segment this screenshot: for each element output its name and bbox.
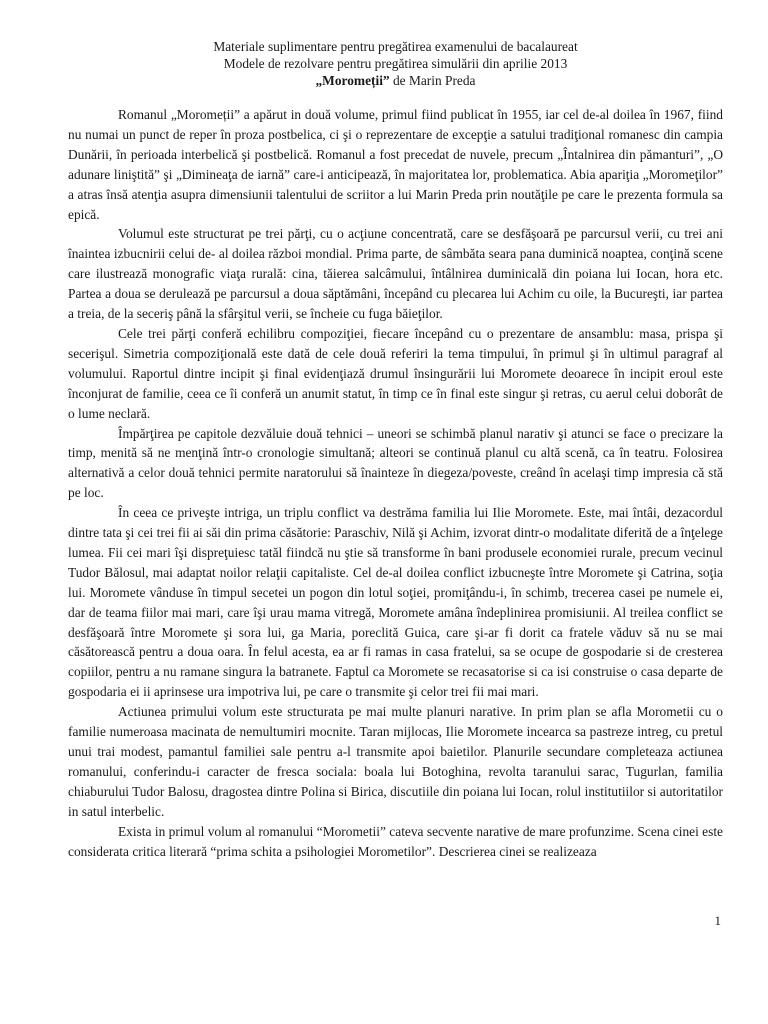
author-name: de Marin Preda xyxy=(389,73,476,88)
paragraph-6: Actiunea primului volum este structurata pe mai multe planuri narative. In prim plan se afla Morometii cu o familie numeroasa macinata de nemultumiri mocnite. Taran mijlocas, Ilie Moromete incearca sa pastreze intreg, cu pretul unui trai modest, pamantul familiei sale pentru a-l transmite apoi baietilor. Planurile secundare completeaza actiunea romanului, conferindu-i caracter de fresca sociala: boala lui Botoghina, revolta taranului sarac, Tugurlan, familia chiaburului Tudor Balosu, dragostea dintre Polina si Birica, discutiile din poiana lui Iocan, rolul institutiilor si autoritatilor in satul interbelic. xyxy=(68,704,723,819)
paragraph-2: Volumul este structurat pe trei părţi, cu o acţiune concentrată, care se desfăşoară pe parcursul verii, cu trei ani înaintea izbucnirii celui de- al doilea război mondial. Prima parte, de sâmbăta seara pana duminică noaptea, conţină scene care ilustrează monografic viaţa rurală: cina, tăierea salcâmului, întâlnirea duminicală din poiana lui Iocan, hora etc. Partea a doua se derulează pe parcursul a doua săptămâni, începând cu plecarea lui Achim cu oile, la Bucureşti, iar partea a treia, de la seceriş până la sfârşitul verii, se încheie cu fuga băieţilor. xyxy=(68,226,723,322)
header-work-title-line xyxy=(68,72,723,89)
header-subtitle-line-2: Modele de rezolvare pentru pregătirea simulării din aprilie 2013 xyxy=(223,56,568,71)
paragraph-4: Împărţirea pe capitole dezvăluie două tehnici – uneori se schimbă planul narativ şi atunci se face o precizare la timp, menită să ne menţină într-o cronologie simultană; alteori se continuă planul cu altă scenă, ca în teatru. Folosirea alternativă a celor două tehnici permite naratorului să înainteze în diegeza/poveste, creând în acelaşi timp impresia că stă pe loc. xyxy=(68,425,723,501)
header-subtitle-line-1: Materiale suplimentare pentru pregătirea examenului de bacalaureat xyxy=(213,39,578,54)
work-title: „Moromeții” xyxy=(315,73,390,88)
paragraph-3: Cele trei părţi conferă echilibru compoziţiei, fiecare începând cu o prezentare de ansamblu: masa, prispa şi secerişul. Simetria compoziţională este dată de cele două referiri la tema timpului, în primul şi în ultimul paragraf al volumului. Raportul dintre incipit şi final evidenţiază drumul însingurării lui Moromete deoarece în incipit eroul este înconjurat de familie, ceea ce îi conferă un anumit statut, în timp ce în final este singur şi retras, cu aerul celui doborât de o lume neclară. xyxy=(68,325,723,421)
document-body xyxy=(68,105,723,861)
paragraph-1: Romanul „Moromeții” a apărut in două volume, primul fiind publicat în 1955, iar cel de-al doilea în 1967, fiind nu numai un punct de reper în proza postbelica, ci şi o reprezentare de excepţie a satului tradiţional romanesc din campia Dunării, în perioada interbelică şi postbelică. Romanul a fost precedat de nuvele, precum „Întalnirea din pămanturi”, „O adunare liniştită” şi „Dimineaţa de iarnă” care-i anticipează, în majoritatea lor, problematica. Abia apariţia „Moromeţilor” a atras însă atenţia asupra dimensiunii talentului de scriitor a lui Marin Preda prin noutăţile pe care le prezenta formula sa epică. xyxy=(68,107,723,222)
paragraph-7: Exista in primul volum al romanului “Morometii” cateva secvente narative de mare profunzime. Scena cinei este considerata critica literară “prima schita a psihologiei Morometilor”. Descrierea cinei se realizeaza xyxy=(68,823,723,859)
page-number: 1 xyxy=(714,913,721,928)
document-page xyxy=(68,38,723,861)
paragraph-5: În ceea ce priveşte intriga, un triplu conflict va destrăma familia lui Ilie Moromete. Este, mai întâi, dezacordul dintre tata şi cei trei fii ai săi din prima căsătorie: Paraschiv, Nilă şi Achim, izvorat dintr-o modalitate diferită de a înţelege lumea. Fii cei mari îşi dispreţuiesc tatăl fiindcă nu ştie să transforme în bani produsele economiei rurale, precum vecinul Tudor Bălosul, mai adaptat noilor relaţii capitaliste. Cel de-al doilea conflict izbucneşte între Moromete şi Catrina, soţia lui. Moromete vânduse în timpul secetei un pogon din lotul soţiei, promiţându-i, în schimb, trecerea casei pe numele ei, dar de teama fiilor mai mari, care îşi urau mama vitregă, Moromete amâna îndeplinirea promisiunii. Al treilea conflict se desfăşoară între Moromete şi sora lui, ga Maria, poreclită Guica, care şi-ar fi dorit ca fratele văduv să nu se mai căsătorească pentru a doua oara. În felul acesta, ea ar fi ramas in casa fratelui, sa se ocupe de gospodarie si de cresterea copiilor, pentru a nu ramane singura la batranete. Faptul ca Moromete se recasatorise si ca isi construise o casa departe de gospodaria ei ii aprinsese ura impotriva lui, pe care o transmite şi celor trei fii mai mari. xyxy=(68,505,723,700)
document-header xyxy=(68,38,723,89)
